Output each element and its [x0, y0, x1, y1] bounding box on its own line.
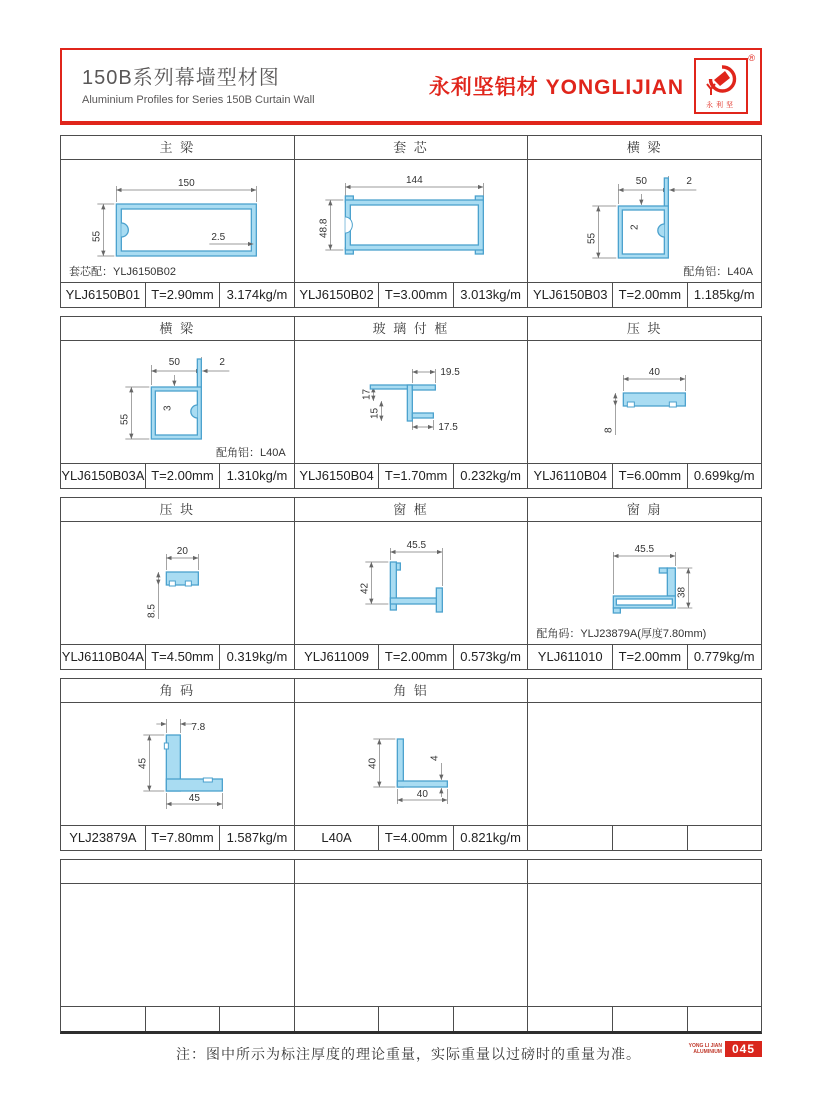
dim-label: 2	[686, 176, 693, 187]
profile-spec-row	[61, 644, 294, 669]
dim-label: 2	[219, 357, 225, 368]
profile-drawing	[528, 522, 761, 644]
cell-glass-sub-frame	[294, 317, 528, 488]
profile-title: 窗 框	[295, 498, 528, 522]
profile-thickness	[378, 1007, 452, 1031]
profile-thickness	[612, 1007, 686, 1031]
profile-weight	[687, 1007, 761, 1031]
profile-drawing-svg	[295, 703, 528, 825]
cell-corner-code	[61, 679, 294, 850]
profile-drawing	[295, 160, 528, 282]
profile-row-4	[60, 678, 762, 851]
profile-thickness: T=1.70mm	[378, 464, 452, 488]
footer-brand-line2: ALUMINIUM	[693, 1049, 722, 1055]
profile-weight	[687, 826, 761, 850]
page-badge	[689, 1041, 762, 1057]
profile-weight: 1.185kg/m	[687, 283, 761, 307]
profile-drawing-svg	[295, 160, 528, 282]
dim-label: 48.8	[318, 218, 330, 238]
profile-weight: 0.319kg/m	[219, 645, 293, 669]
brand-logo	[694, 53, 755, 114]
profile-weight: 0.821kg/m	[453, 826, 527, 850]
dim-label: 2	[629, 224, 641, 230]
cell-pressure-block-a	[61, 498, 294, 669]
profile-spec-row	[295, 282, 528, 307]
profile-title	[528, 860, 761, 884]
profile-thickness: T=2.00mm	[378, 645, 452, 669]
profile-thickness: T=2.00mm	[612, 283, 686, 307]
profile-drawing	[528, 160, 761, 282]
page-number: 045	[725, 1041, 762, 1057]
profile-note: 配角铝：L40A	[215, 447, 286, 459]
profile-spec-row	[61, 282, 294, 307]
dim-label: 42	[359, 582, 371, 594]
profile-note: 套芯配：YLJ6150B02	[69, 266, 176, 278]
profile-model: YLJ611010	[537, 649, 603, 664]
brand-area	[428, 53, 755, 114]
profile-title: 角 铝	[295, 679, 528, 703]
profile-spec-row	[295, 1006, 528, 1031]
dim-label: 45.5	[634, 544, 655, 555]
profile-drawing	[295, 884, 528, 1006]
profile-weight: 0.232kg/m	[453, 464, 527, 488]
profile-row-5	[60, 859, 762, 1034]
page-subtitle: Aluminium Profiles for Series 150B Curtain Wall	[82, 94, 315, 106]
profile-title: 窗 扇	[528, 498, 761, 522]
profile-spec-row	[61, 463, 294, 488]
profile-title: 主 梁	[61, 136, 294, 160]
profile-model: YLJ6150B01	[65, 287, 141, 302]
profile-spec-row	[528, 1006, 761, 1031]
profile-drawing	[528, 341, 761, 463]
cell-empty	[61, 860, 294, 1031]
profile-drawing-svg	[295, 341, 528, 463]
dim-label: 4	[429, 755, 441, 761]
profile-spec-row	[295, 825, 528, 850]
dim-label: 7.8	[191, 722, 206, 733]
dim-label: 17	[361, 388, 373, 400]
profile-drawing	[61, 341, 294, 463]
dim-label: 38	[676, 586, 688, 598]
profile-thickness: T=2.00mm	[612, 645, 686, 669]
dim-label: 8.5	[146, 604, 158, 618]
profile-note: 配角码：YLJ23879A(厚度7.80mm)	[536, 628, 707, 640]
cell-empty	[527, 860, 761, 1031]
profile-drawing	[61, 160, 294, 282]
profile-model: YLJ6110B04	[533, 468, 607, 483]
profile-row-3	[60, 497, 762, 670]
profile-model	[528, 1007, 612, 1031]
page-header	[60, 48, 762, 125]
profile-spec-row	[528, 825, 761, 850]
profile-thickness	[612, 826, 686, 850]
logo-swirl-icon	[696, 62, 746, 102]
dim-label: 150	[177, 178, 195, 189]
profile-title: 角 码	[61, 679, 294, 703]
profile-model: YLJ6150B02	[299, 287, 374, 302]
profile-model: YLJ23879A	[69, 830, 137, 845]
profile-thickness: T=7.80mm	[145, 826, 219, 850]
dim-label: 50	[636, 176, 648, 187]
profile-title: 横 梁	[528, 136, 761, 160]
profile-title: 压 块	[61, 498, 294, 522]
profile-thickness: T=4.50mm	[145, 645, 219, 669]
logo-characters: 永利坚	[706, 102, 736, 109]
profile-model: YLJ611009	[304, 649, 369, 664]
dim-label: 55	[91, 230, 103, 242]
cell-main-beam	[61, 136, 294, 307]
profile-drawing-svg	[528, 341, 761, 463]
profile-weight	[453, 1007, 527, 1031]
profile-model: YLJ6150B03	[532, 287, 608, 302]
profile-thickness: T=4.00mm	[378, 826, 452, 850]
footer-note: 注：图中所示为标注厚度的理论重量，实际重量以过磅时的重量为准。	[176, 1046, 641, 1062]
profile-drawing	[61, 703, 294, 825]
profile-drawing-svg	[61, 522, 294, 644]
profile-model	[61, 1007, 145, 1031]
dim-label: 20	[176, 546, 188, 557]
profile-model	[295, 1007, 379, 1031]
profile-drawing-svg	[61, 703, 294, 825]
dim-label: 19.5	[440, 367, 460, 378]
profile-title	[528, 679, 761, 703]
dim-label: 3	[162, 405, 174, 411]
profile-weight: 3.013kg/m	[453, 283, 527, 307]
footer-brand-line1: YONG LI JIAN	[688, 1043, 722, 1049]
footer-brand-small	[689, 1043, 722, 1055]
profile-drawing	[61, 522, 294, 644]
profile-thickness: T=6.00mm	[612, 464, 686, 488]
cell-pressure-block	[527, 317, 761, 488]
profile-spec-row	[528, 644, 761, 669]
profile-drawing-svg	[295, 522, 528, 644]
profile-weight	[219, 1007, 293, 1031]
profile-drawing	[295, 703, 528, 825]
cell-empty	[294, 860, 528, 1031]
dim-label: 40	[367, 757, 379, 769]
dim-label: 40	[649, 367, 661, 378]
profile-note: 配角铝：L40A	[683, 266, 754, 278]
dim-label: 45.5	[406, 540, 426, 551]
cell-cross-beam-a	[61, 317, 294, 488]
profile-row-2	[60, 316, 762, 489]
profile-thickness: T=2.90mm	[145, 283, 219, 307]
profile-drawing	[295, 522, 528, 644]
profile-spec-row	[528, 282, 761, 307]
profile-drawing	[528, 703, 761, 825]
profile-spec-row	[295, 463, 528, 488]
profile-title: 横 梁	[61, 317, 294, 341]
brand-name: 永利坚铝材 YONGLIJIAN	[428, 76, 684, 99]
profile-spec-row	[528, 463, 761, 488]
profile-drawing	[295, 341, 528, 463]
profile-title	[61, 860, 294, 884]
profile-model: YLJ6150B03A	[61, 468, 145, 483]
dim-label: 144	[405, 175, 423, 186]
profile-drawing	[61, 884, 294, 1006]
profile-weight: 1.587kg/m	[219, 826, 293, 850]
dim-label: 8	[603, 427, 615, 433]
dim-label: 45	[137, 757, 149, 769]
dim-label: 55	[586, 232, 598, 244]
profile-weight: 0.573kg/m	[453, 645, 527, 669]
profile-model	[528, 826, 612, 850]
profile-drawing	[528, 884, 761, 1006]
profile-thickness: T=3.00mm	[378, 283, 452, 307]
profile-title: 套 芯	[295, 136, 528, 160]
registered-mark: ®	[748, 53, 755, 63]
profile-model: YLJ6150B04	[299, 468, 374, 483]
dim-label: 17.5	[438, 422, 458, 433]
profile-title: 玻 璃 付 框	[295, 317, 528, 341]
dim-label: 40	[416, 789, 428, 800]
profile-weight: 1.310kg/m	[219, 464, 293, 488]
header-titles	[82, 61, 315, 106]
profile-spec-row	[61, 825, 294, 850]
dim-label: 15	[369, 407, 381, 419]
profile-weight: 3.174kg/m	[219, 283, 293, 307]
profile-model: L40A	[321, 830, 352, 845]
profile-thickness: T=2.00mm	[145, 464, 219, 488]
profile-spec-row	[295, 644, 528, 669]
dim-label: 55	[119, 413, 131, 425]
profile-thickness	[145, 1007, 219, 1031]
dim-label: 2.5	[211, 232, 226, 243]
profile-title: 压 块	[528, 317, 761, 341]
profile-title	[295, 860, 528, 884]
cell-corner-aluminium	[294, 679, 528, 850]
dim-label: 45	[188, 793, 200, 804]
profile-weight: 0.779kg/m	[687, 645, 761, 669]
cell-cross-beam	[527, 136, 761, 307]
profile-spec-row	[61, 1006, 294, 1031]
cell-window-frame	[294, 498, 528, 669]
profile-row-1	[60, 135, 762, 308]
profile-weight: 0.699kg/m	[687, 464, 761, 488]
profile-model: YLJ6110B04A	[61, 649, 144, 664]
cell-sleeve-core	[294, 136, 528, 307]
cell-empty	[527, 679, 761, 850]
dim-label: 50	[168, 357, 180, 368]
page-title: 150B系列幕墙型材图	[82, 67, 280, 89]
cell-window-sash	[527, 498, 761, 669]
